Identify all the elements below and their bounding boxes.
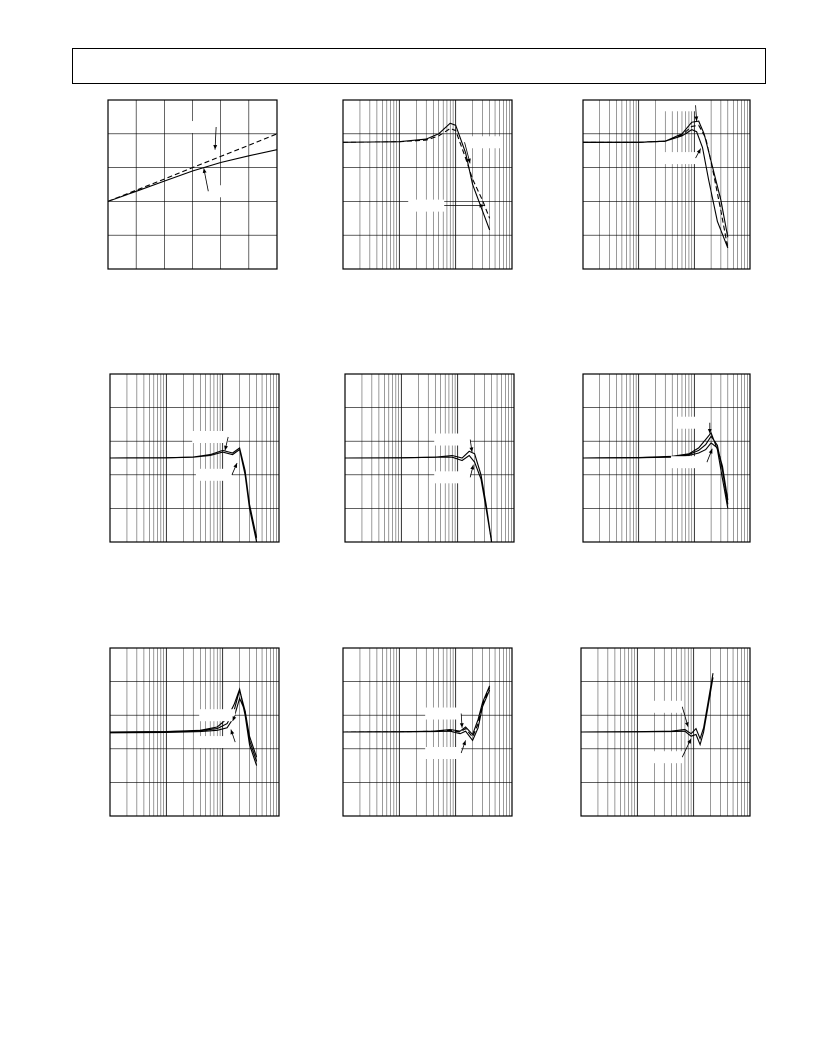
annotation-box-2 (196, 469, 232, 481)
chart-panel-7 (110, 648, 279, 816)
annotation-box-1 (180, 121, 216, 133)
annotation-box-2 (660, 152, 696, 164)
annotation-box-1 (465, 136, 501, 148)
annotation-box-2 (208, 185, 244, 197)
chart-panel-9 (581, 648, 750, 816)
annotation-box-2 (671, 456, 707, 468)
chart-panel-3 (583, 99, 750, 269)
annotation-box-2 (646, 751, 682, 763)
chart-panel-2 (343, 100, 512, 269)
annotation-box-1 (199, 709, 235, 721)
annotation-box-1 (674, 417, 710, 429)
annotation-box-1 (425, 708, 461, 720)
chart-panel-4 (110, 374, 279, 542)
chart-panel-8 (343, 648, 512, 816)
annotation-box-1 (192, 431, 228, 443)
annotation-box-1 (646, 701, 682, 713)
chart-panel-6 (583, 374, 750, 542)
annotation-box-2 (408, 200, 444, 212)
annotation-box-1 (434, 434, 470, 446)
plot-area (583, 100, 750, 269)
annotation-box-2 (434, 471, 470, 483)
chart-panel-1 (108, 100, 277, 269)
annotation-box-2 (199, 736, 235, 748)
plot-area (343, 100, 512, 269)
annotation-box-2 (425, 747, 461, 759)
annotation-box-1 (660, 99, 696, 111)
chart-panel-5 (345, 374, 514, 542)
